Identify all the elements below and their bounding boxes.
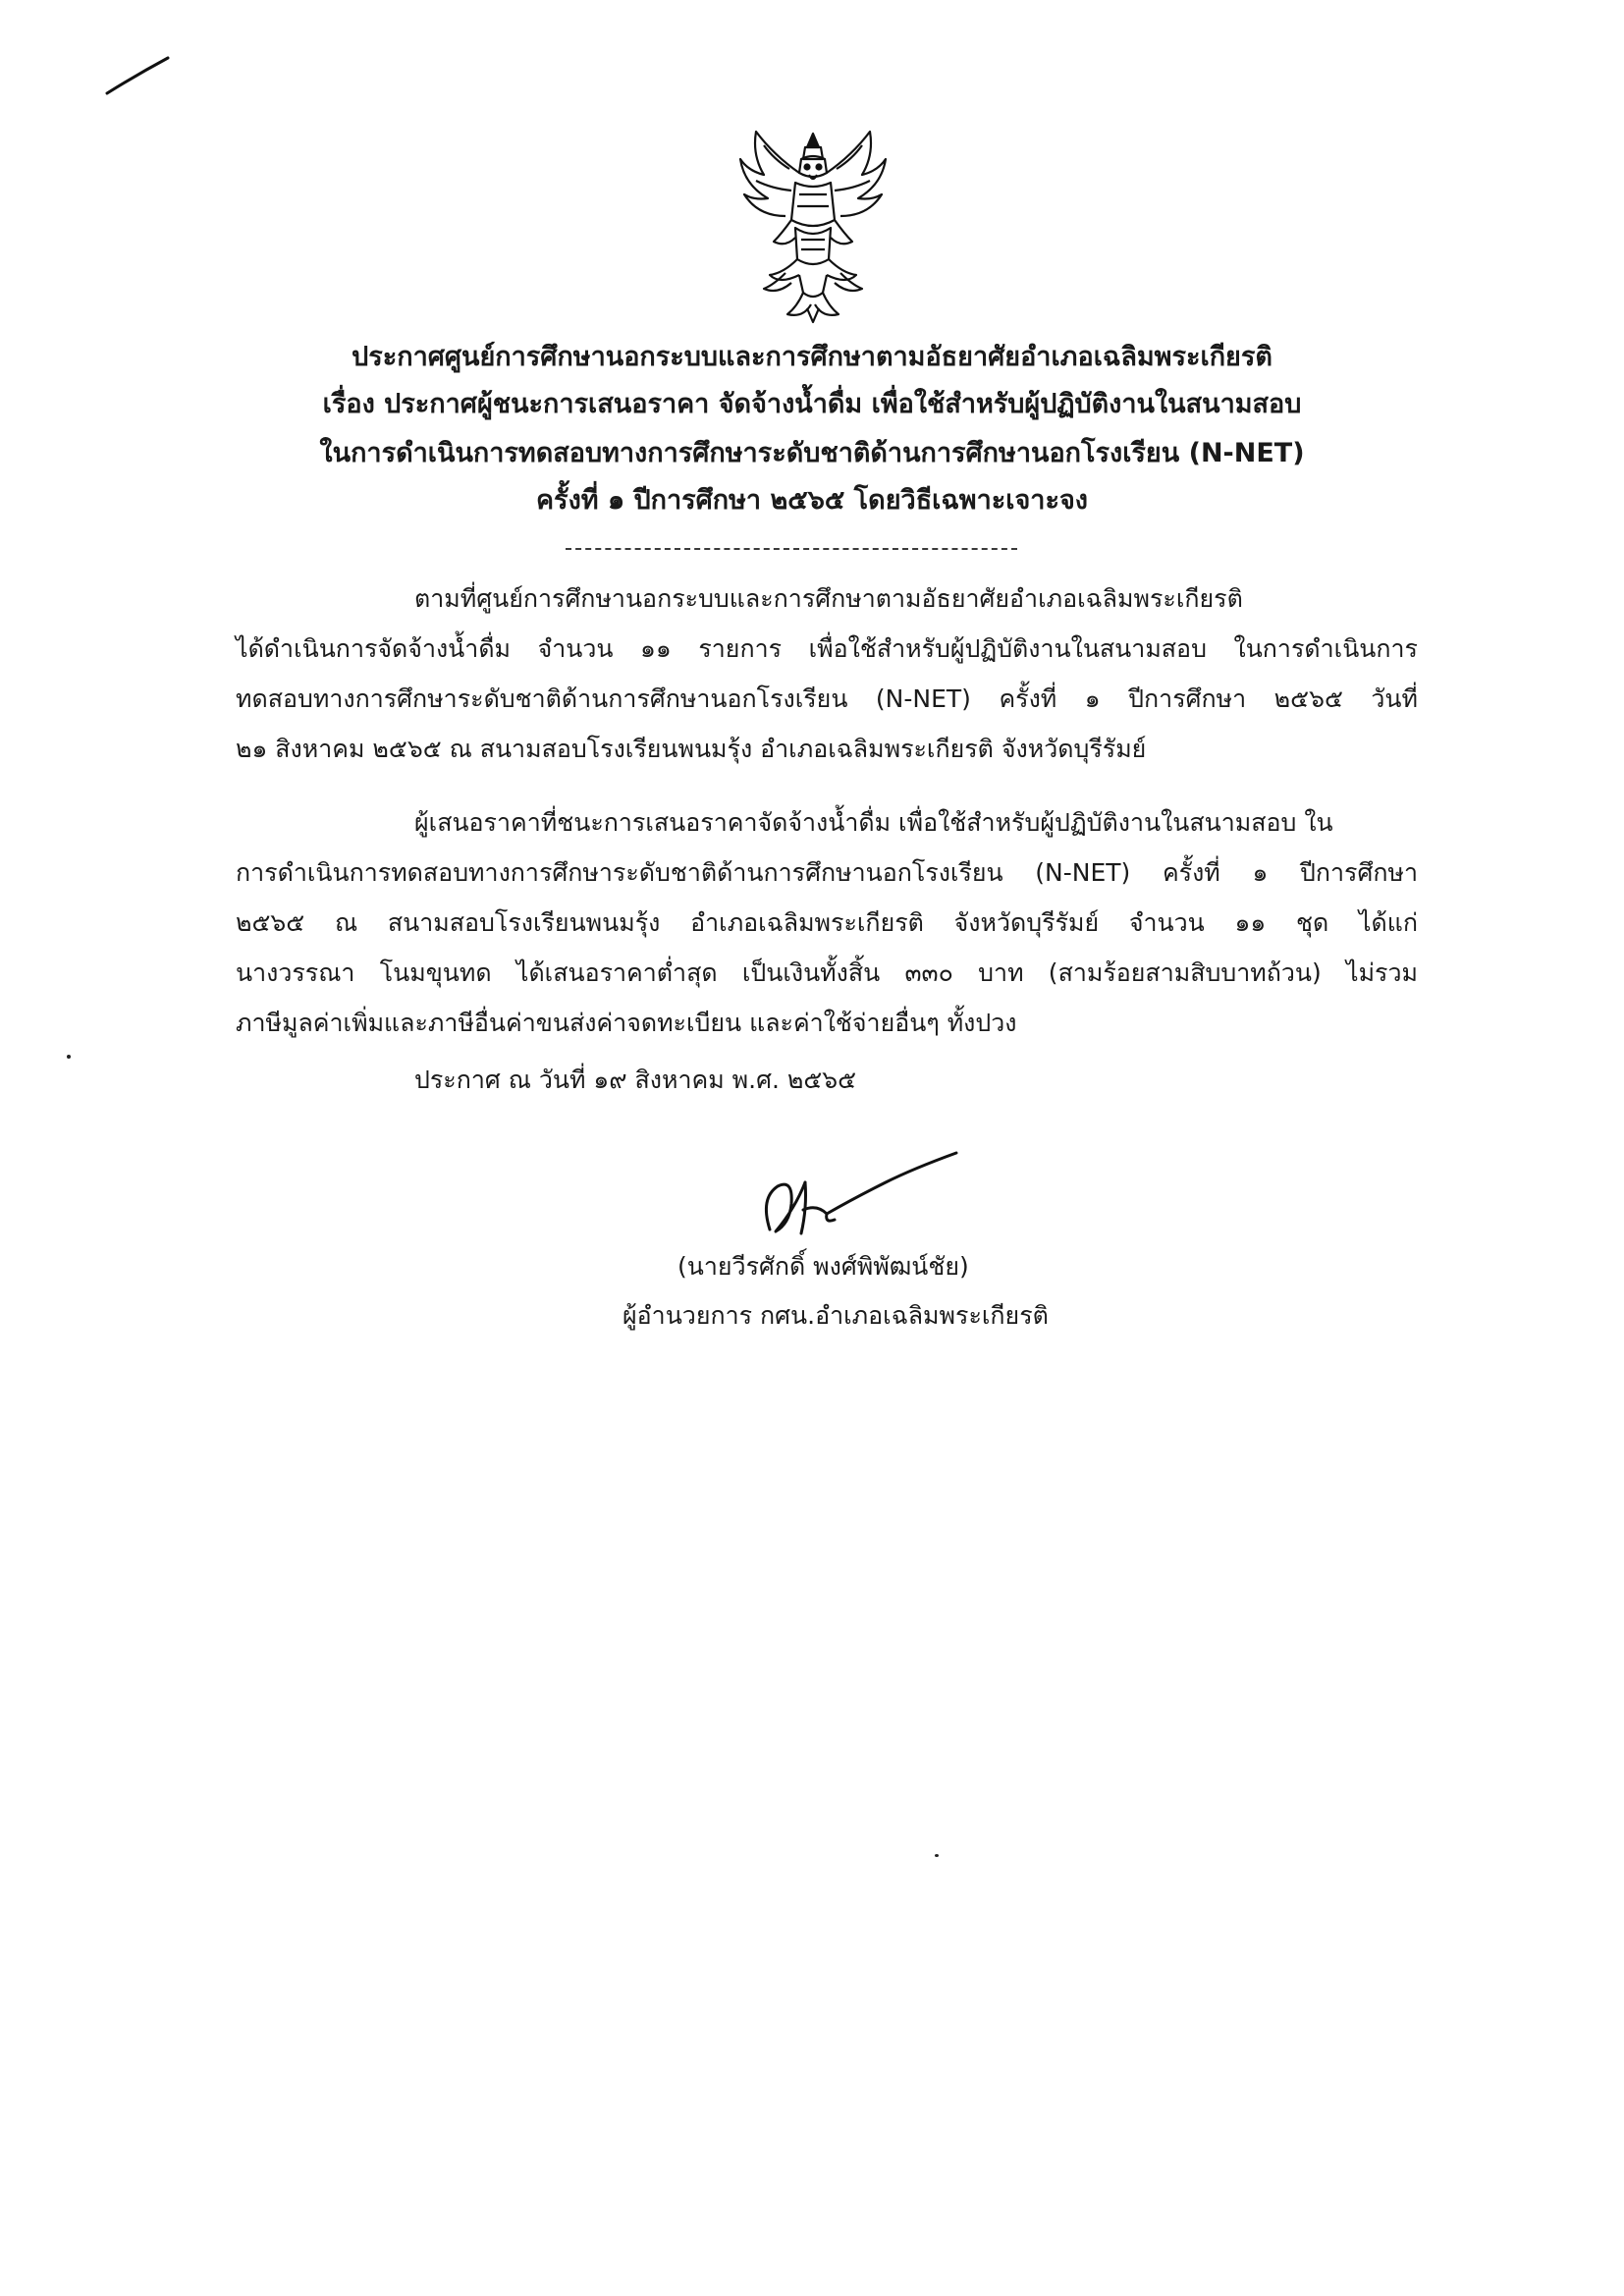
paragraph-line: ๒๕๖๕ ณ สนามสอบโรงเรียนพนมรุ้ง อำเภอเฉลิมพระเกียรติ จังหวัดบุรีรัมย์ จำนวน ๑๑ ชุด ได้แก่ [236,908,1418,937]
paragraph-line: ทดสอบทางการศึกษาระดับชาติด้านการศึกษานอกโรงเรียน (N-NET) ครั้งที่ ๑ ปีการศึกษา ๒๕๖๕ วันที่ [236,684,1418,713]
paragraph-line: การดำเนินการทดสอบทางการศึกษาระดับชาติด้านการศึกษานอกโรงเรียน (N-NET) ครั้งที่ ๑ ปีการศึกษา [236,858,1418,887]
garuda-emblem-icon [734,126,892,327]
paragraph-line: ได้ดำเนินการจัดจ้างน้ำดื่ม จำนวน ๑๑ รายการ เพื่อใช้สำหรับผู้ปฏิบัติงานในสนามสอบ ในการดำเนินการ [236,634,1418,663]
paragraph-winner [236,797,1418,1048]
handwritten-signature [756,1139,962,1247]
announcement-date: ประกาศ ณ วันที่ ๑๙ สิงหาคม พ.ศ. ๒๕๖๕ [414,1066,857,1094]
heading-separator [566,548,1017,550]
scan-speck [935,1854,939,1857]
paragraph-background [236,574,1418,774]
paragraph-line: ผู้เสนอราคาที่ชนะการเสนอราคาจัดจ้างน้ำดื่ม เพื่อใช้สำหรับผู้ปฏิบัติงานในสนามสอบ ใน [414,808,1333,837]
heading-exam-line: ในการดำเนินการทดสอบทางการศึกษาระดับชาติด้านการศึกษานอกโรงเรียน (N-NET) [319,438,1305,468]
heading-agency-line: ประกาศศูนย์การศึกษานอกระบบและการศึกษาตามอัธยาศัยอำเภอเฉลิมพระเกียรติ [352,342,1272,372]
signer-name: (นายวีรศักดิ์ พงศ์พิพัฒน์ชัย) [677,1252,969,1281]
scan-speck [67,1055,71,1059]
paragraph-line: ๒๑ สิงหาคม ๒๕๖๕ ณ สนามสอบโรงเรียนพนมรุ้ง อำเภอเฉลิมพระเกียรติ จังหวัดบุรีรัมย์ [236,735,1147,763]
heading-subject-line: เรื่อง ประกาศผู้ชนะการเสนอราคา จัดจ้างน้ำดื่ม เพื่อใช้สำหรับผู้ปฏิบัติงานในสนามสอบ [322,389,1302,419]
heading-term-line: ครั้งที่ ๑ ปีการศึกษา ๒๕๖๕ โดยวิธีเฉพาะเจาะจง [536,485,1088,516]
pen-stroke-mark [103,54,172,98]
signer-position: ผู้อำนวยการ กศน.อำเภอเฉลิมพระเกียรติ [623,1301,1049,1330]
paragraph-line: ภาษีมูลค่าเพิ่มและภาษีอื่นค่าขนส่งค่าจดทะเบียน และค่าใช้จ่ายอื่นๆ ทั้งปวง [236,1009,1017,1037]
paragraph-line: ตามที่ศูนย์การศึกษานอกระบบและการศึกษาตามอัธยาศัยอำเภอเฉลิมพระเกียรติ [414,584,1243,613]
paragraph-line: นางวรรณา โนมขุนทด ได้เสนอราคาต่ำสุด เป็นเงินทั้งสิ้น ๓๓๐ บาท (สามร้อยสามสิบบาทถ้วน) ไม่รวม [236,958,1418,987]
